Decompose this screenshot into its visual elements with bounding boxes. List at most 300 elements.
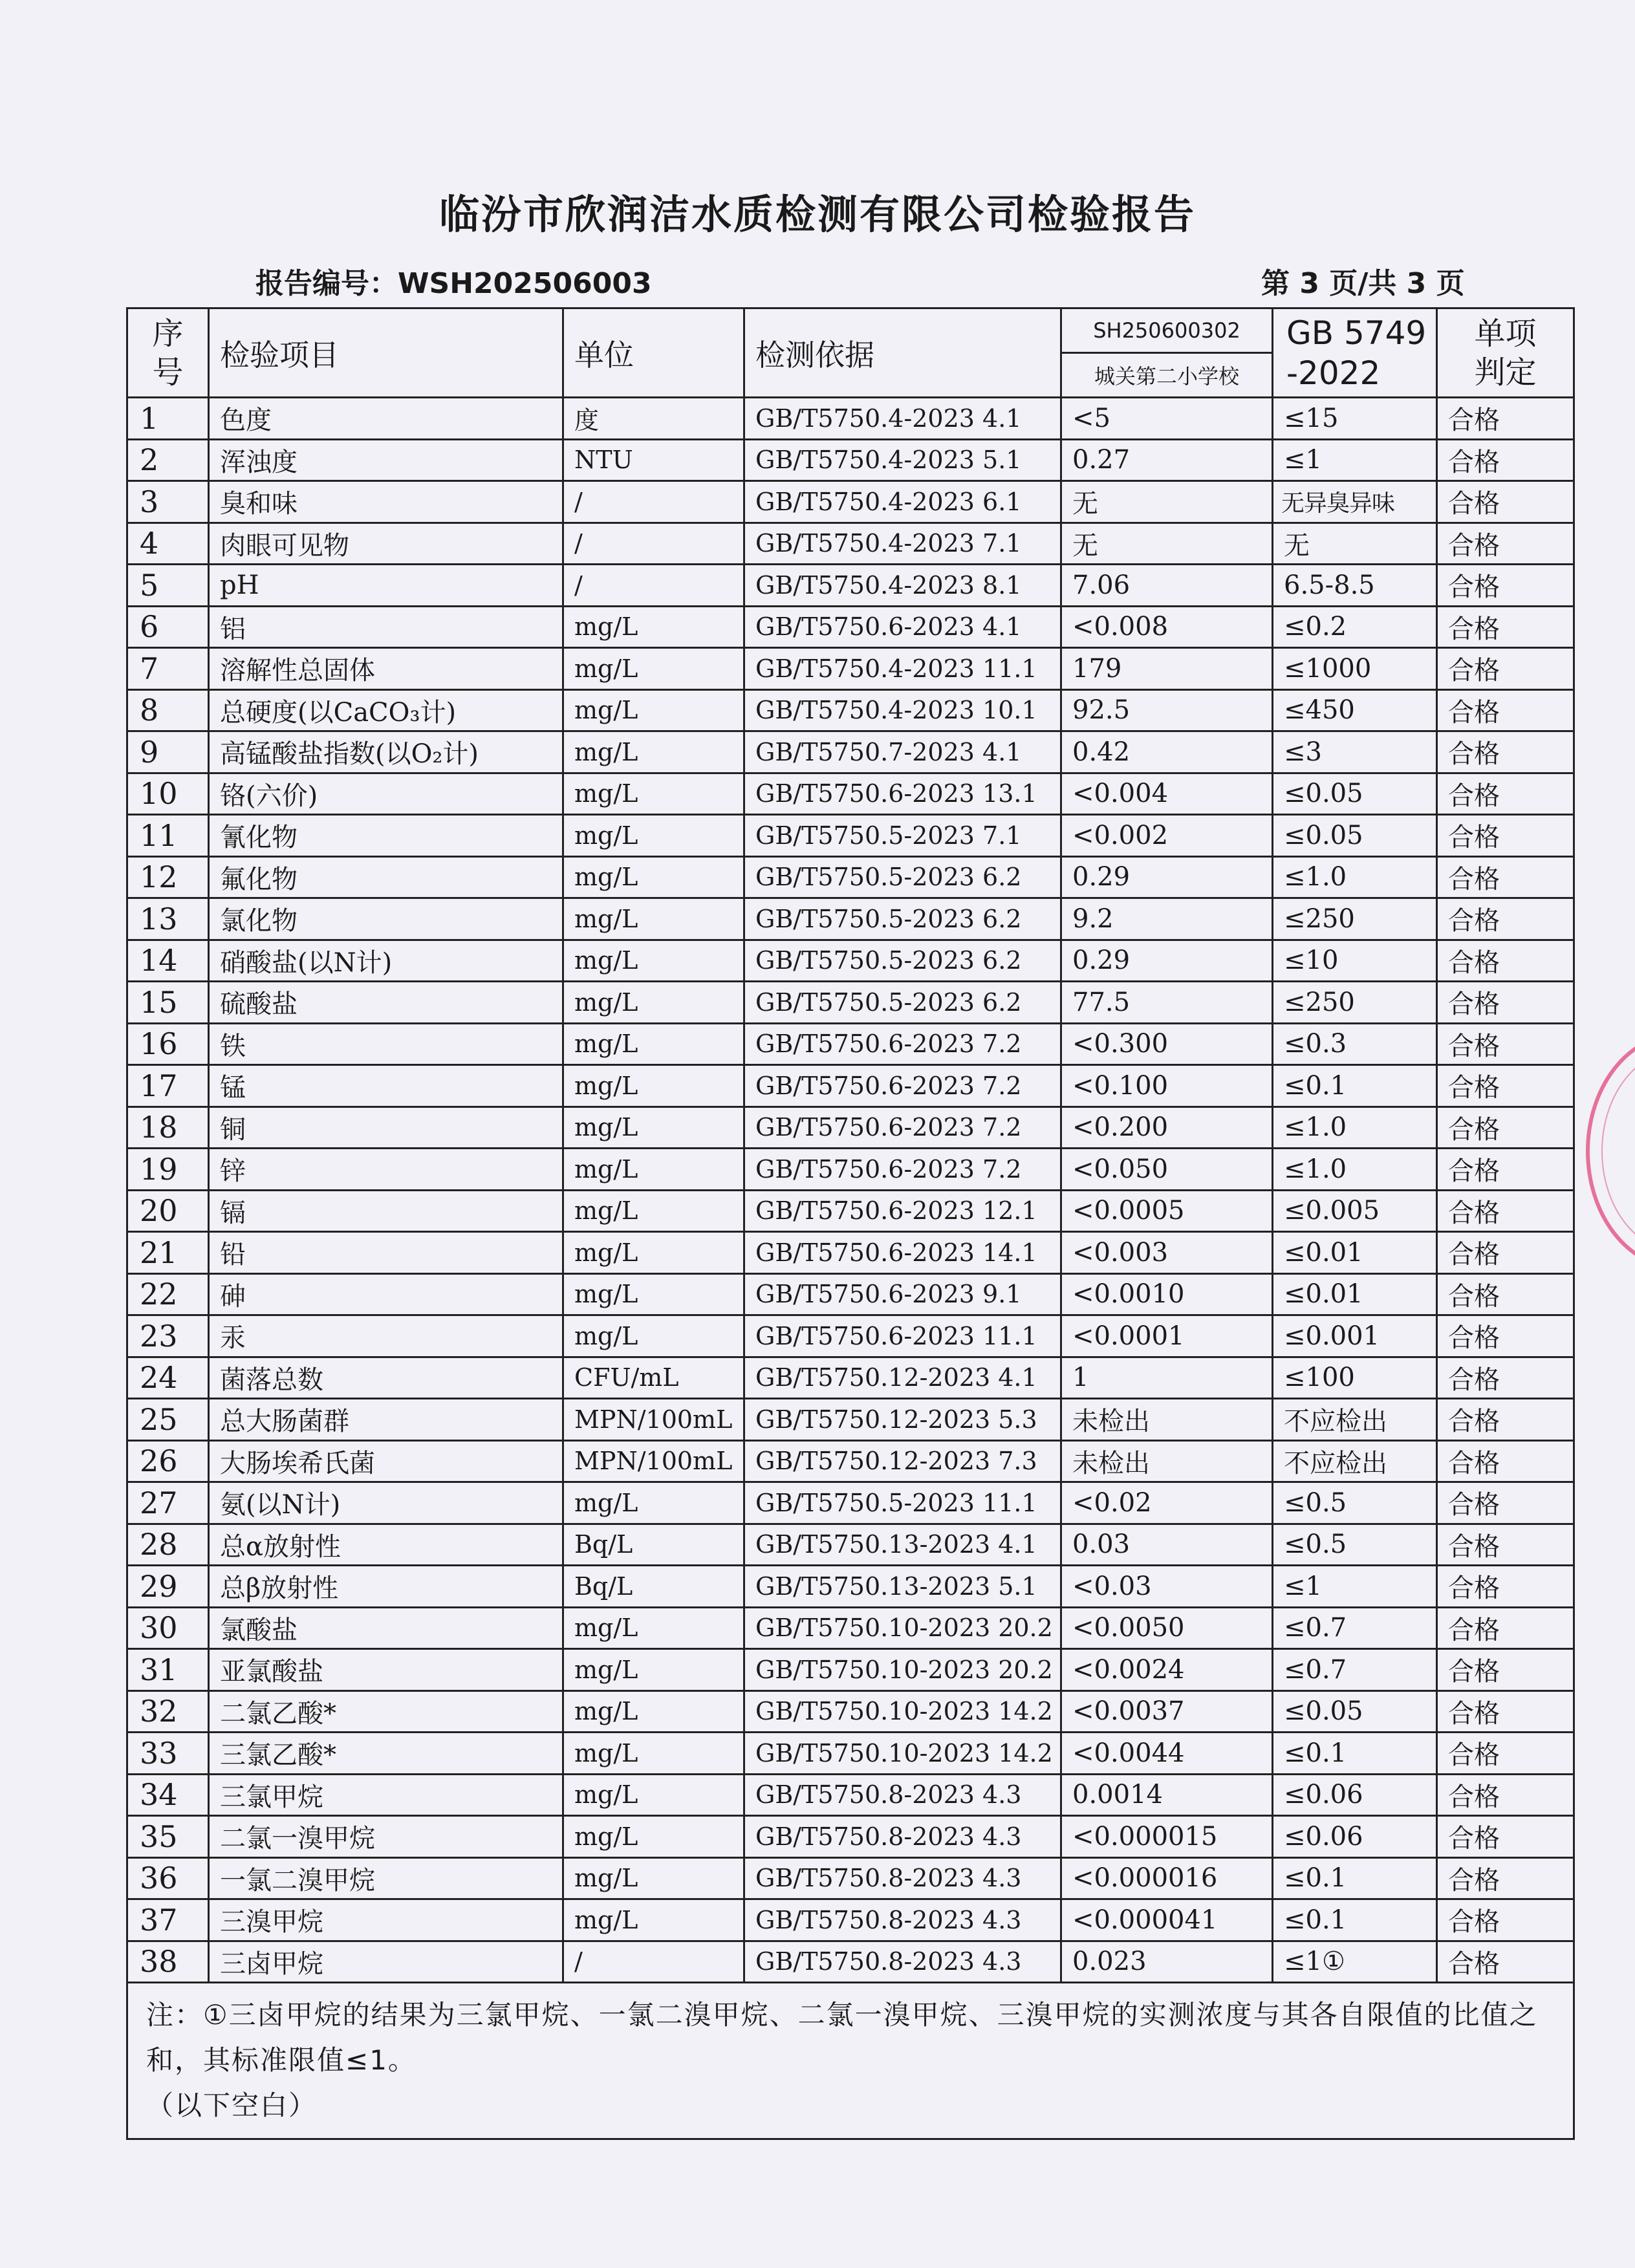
judgement-cell: 合格 (1437, 1232, 1574, 1274)
item-cell: 三溴甲烷 (209, 1899, 563, 1941)
table-row (127, 481, 1574, 523)
item-cell: 大肠埃希氏菌 (209, 1440, 563, 1482)
result-cell: <5 (1061, 398, 1273, 440)
unit-cell: mg/L (563, 648, 744, 690)
result-cell: <0.000041 (1061, 1899, 1273, 1941)
table-row (127, 1023, 1574, 1065)
judgement-cell: 合格 (1437, 1524, 1574, 1566)
unit-cell: / (563, 523, 744, 565)
serial-no-cell: 20 (127, 1190, 209, 1232)
table-row (127, 1357, 1574, 1399)
judgement-cell: 合格 (1437, 1107, 1574, 1149)
serial-no-cell: 13 (127, 898, 209, 940)
item-cell: 二氯一溴甲烷 (209, 1816, 563, 1858)
judgement-cell: 合格 (1437, 1023, 1574, 1065)
table-header-row (127, 308, 1574, 353)
note-cell (127, 1983, 1574, 2139)
unit-cell: mg/L (563, 1607, 744, 1649)
limit-cell: ≤1.0 (1273, 1107, 1437, 1149)
result-cell: 0.27 (1061, 439, 1273, 481)
header-sample-id: SH250600302 (1061, 308, 1273, 353)
judgement-cell: 合格 (1437, 1857, 1574, 1899)
item-cell: 氟化物 (209, 856, 563, 898)
result-cell: <0.004 (1061, 773, 1273, 815)
basis-cell: GB/T5750.6-2023 12.1 (744, 1190, 1061, 1232)
table-row (127, 1190, 1574, 1232)
table-row (127, 1649, 1574, 1691)
basis-cell: GB/T5750.4-2023 10.1 (744, 689, 1061, 731)
basis-cell: GB/T5750.10-2023 20.2 (744, 1649, 1061, 1691)
result-cell: 无 (1061, 481, 1273, 523)
item-cell: 铬(六价) (209, 773, 563, 815)
table-row (127, 1315, 1574, 1357)
limit-cell: 不应检出 (1273, 1440, 1437, 1482)
header-basis: 检测依据 (744, 308, 1061, 398)
result-cell: 7.06 (1061, 565, 1273, 607)
table-row (127, 398, 1574, 440)
serial-no-cell: 14 (127, 940, 209, 982)
item-cell: 铝 (209, 606, 563, 648)
result-cell: <0.003 (1061, 1232, 1273, 1274)
unit-cell: / (563, 481, 744, 523)
result-cell: 未检出 (1061, 1399, 1273, 1441)
unit-cell: NTU (563, 439, 744, 481)
limit-cell: ≤0.001 (1273, 1315, 1437, 1357)
report-title: 临汾市欣润洁水质检测有限公司检验报告 (439, 191, 1196, 238)
note-text: 注：①三卤甲烷的结果为三氯甲烷、一氯二溴甲烷、二氯一溴甲烷、三溴甲烷的实测浓度与其各自限值的比值之和，其标准限值≤1。 (146, 1999, 1538, 2076)
table-row (127, 1816, 1574, 1858)
unit-cell: mg/L (563, 1733, 744, 1775)
basis-cell: GB/T5750.13-2023 5.1 (744, 1566, 1061, 1608)
basis-cell: GB/T5750.6-2023 7.2 (744, 1065, 1061, 1107)
serial-no-cell: 11 (127, 815, 209, 857)
table-row (127, 1149, 1574, 1191)
basis-cell: GB/T5750.5-2023 11.1 (744, 1482, 1061, 1524)
item-cell: 亚氯酸盐 (209, 1649, 563, 1691)
limit-cell: ≤1000 (1273, 648, 1437, 690)
basis-cell: GB/T5750.6-2023 9.1 (744, 1273, 1061, 1315)
unit-cell: CFU/mL (563, 1357, 744, 1399)
result-cell: <0.0044 (1061, 1733, 1273, 1775)
serial-no-cell: 21 (127, 1232, 209, 1274)
unit-cell: mg/L (563, 1816, 744, 1858)
item-cell: 氰化物 (209, 815, 563, 857)
limit-cell: ≤0.1 (1273, 1857, 1437, 1899)
basis-cell: GB/T5750.4-2023 7.1 (744, 523, 1061, 565)
judgement-cell: 合格 (1437, 1315, 1574, 1357)
table-row (127, 565, 1574, 607)
judgement-cell: 合格 (1437, 1607, 1574, 1649)
basis-cell: GB/T5750.13-2023 4.1 (744, 1524, 1061, 1566)
basis-cell: GB/T5750.8-2023 4.3 (744, 1816, 1061, 1858)
unit-cell: 度 (563, 398, 744, 440)
item-cell: 氨(以N计) (209, 1482, 563, 1524)
item-cell: 镉 (209, 1190, 563, 1232)
result-cell: 0.03 (1061, 1524, 1273, 1566)
table-row (127, 1440, 1574, 1482)
table-row (127, 1857, 1574, 1899)
unit-cell: mg/L (563, 689, 744, 731)
limit-cell: ≤250 (1273, 982, 1437, 1024)
limit-cell: ≤0.05 (1273, 815, 1437, 857)
unit-cell: mg/L (563, 856, 744, 898)
item-cell: 总α放射性 (209, 1524, 563, 1566)
item-cell: 溶解性总固体 (209, 648, 563, 690)
result-cell: <0.200 (1061, 1107, 1273, 1149)
item-cell: 总大肠菌群 (209, 1399, 563, 1441)
item-cell: 三氯乙酸* (209, 1733, 563, 1775)
serial-no-cell: 34 (127, 1774, 209, 1816)
table-row (127, 1065, 1574, 1107)
item-cell: 铁 (209, 1023, 563, 1065)
results-table (126, 307, 1575, 2140)
limit-cell: ≤0.1 (1273, 1733, 1437, 1775)
judgement-cell: 合格 (1437, 856, 1574, 898)
unit-cell: / (563, 1941, 744, 1983)
basis-cell: GB/T5750.4-2023 8.1 (744, 565, 1061, 607)
result-cell: <0.050 (1061, 1149, 1273, 1191)
judgement-cell: 合格 (1437, 1774, 1574, 1816)
basis-cell: GB/T5750.10-2023 20.2 (744, 1607, 1061, 1649)
table-row (127, 1566, 1574, 1608)
limit-cell: ≤0.1 (1273, 1899, 1437, 1941)
table-row (127, 1941, 1574, 1983)
result-cell: <0.0010 (1061, 1273, 1273, 1315)
result-cell: 77.5 (1061, 982, 1273, 1024)
limit-cell: ≤1① (1273, 1941, 1437, 1983)
basis-cell: GB/T5750.12-2023 7.3 (744, 1440, 1061, 1482)
table-row (127, 1899, 1574, 1941)
unit-cell: mg/L (563, 731, 744, 773)
serial-no-cell: 1 (127, 398, 209, 440)
unit-cell: mg/L (563, 1065, 744, 1107)
header-standard: GB 5749 -2022 (1273, 308, 1437, 398)
limit-cell: ≤0.3 (1273, 1023, 1437, 1065)
table-row (127, 898, 1574, 940)
judgement-cell: 合格 (1437, 1941, 1574, 1983)
basis-cell: GB/T5750.6-2023 7.2 (744, 1023, 1061, 1065)
result-cell: <0.0024 (1061, 1649, 1273, 1691)
item-cell: 菌落总数 (209, 1357, 563, 1399)
item-cell: 臭和味 (209, 481, 563, 523)
serial-no-cell: 38 (127, 1941, 209, 1983)
result-cell: <0.300 (1061, 1023, 1273, 1065)
limit-cell: ≤0.7 (1273, 1607, 1437, 1649)
serial-no-cell: 15 (127, 982, 209, 1024)
judgement-cell: 合格 (1437, 1065, 1574, 1107)
unit-cell: mg/L (563, 1107, 744, 1149)
limit-cell: ≤0.05 (1273, 773, 1437, 815)
result-cell: <0.0037 (1061, 1690, 1273, 1733)
unit-cell: mg/L (563, 982, 744, 1024)
table-row (127, 523, 1574, 565)
header-sample-site: 城关第二小学校 (1061, 353, 1273, 398)
judgement-cell: 合格 (1437, 940, 1574, 982)
basis-cell: GB/T5750.8-2023 4.3 (744, 1899, 1061, 1941)
limit-cell: ≤100 (1273, 1357, 1437, 1399)
table-row (127, 1273, 1574, 1315)
judgement-cell: 合格 (1437, 1733, 1574, 1775)
basis-cell: GB/T5750.5-2023 6.2 (744, 898, 1061, 940)
serial-no-cell: 7 (127, 648, 209, 690)
item-cell: 浑浊度 (209, 439, 563, 481)
judgement-cell: 合格 (1437, 523, 1574, 565)
table-row (127, 856, 1574, 898)
limit-cell: ≤0.06 (1273, 1774, 1437, 1816)
unit-cell: mg/L (563, 1232, 744, 1274)
serial-no-cell: 16 (127, 1023, 209, 1065)
serial-no-cell: 22 (127, 1273, 209, 1315)
item-cell: 氯酸盐 (209, 1607, 563, 1649)
result-cell: 0.29 (1061, 856, 1273, 898)
result-cell: <0.000015 (1061, 1816, 1273, 1858)
judgement-cell: 合格 (1437, 731, 1574, 773)
header-item: 检验项目 (209, 308, 563, 398)
report-number: 报告编号：WSH202506003 (255, 267, 652, 300)
result-cell: <0.0050 (1061, 1607, 1273, 1649)
unit-cell: mg/L (563, 1315, 744, 1357)
serial-no-cell: 37 (127, 1899, 209, 1941)
table-row (127, 815, 1574, 857)
serial-no-cell: 9 (127, 731, 209, 773)
result-cell: 0.29 (1061, 940, 1273, 982)
item-cell: 一氯二溴甲烷 (209, 1857, 563, 1899)
judgement-cell: 合格 (1437, 1566, 1574, 1608)
limit-cell: ≤250 (1273, 898, 1437, 940)
basis-cell: GB/T5750.4-2023 5.1 (744, 439, 1061, 481)
basis-cell: GB/T5750.5-2023 6.2 (744, 940, 1061, 982)
blank-below-text: （以下空白） (146, 2090, 318, 2121)
serial-no-cell: 30 (127, 1607, 209, 1649)
serial-no-cell: 27 (127, 1482, 209, 1524)
item-cell: 铅 (209, 1232, 563, 1274)
basis-cell: GB/T5750.6-2023 7.2 (744, 1149, 1061, 1191)
limit-cell: ≤0.005 (1273, 1190, 1437, 1232)
unit-cell: mg/L (563, 898, 744, 940)
header-judgement: 单项 判定 (1437, 308, 1574, 398)
limit-cell: 不应检出 (1273, 1399, 1437, 1441)
serial-no-cell: 6 (127, 606, 209, 648)
table-row (127, 940, 1574, 982)
serial-no-cell: 36 (127, 1857, 209, 1899)
table-row (127, 1733, 1574, 1775)
item-cell: 硝酸盐(以N计) (209, 940, 563, 982)
result-cell: 未检出 (1061, 1440, 1273, 1482)
serial-no-cell: 28 (127, 1524, 209, 1566)
unit-cell: mg/L (563, 1190, 744, 1232)
judgement-cell: 合格 (1437, 689, 1574, 731)
item-cell: 色度 (209, 398, 563, 440)
item-cell: pH (209, 565, 563, 607)
header-unit: 单位 (563, 308, 744, 398)
basis-cell: GB/T5750.8-2023 4.3 (744, 1774, 1061, 1816)
serial-no-cell: 12 (127, 856, 209, 898)
result-cell: <0.100 (1061, 1065, 1273, 1107)
item-cell: 汞 (209, 1315, 563, 1357)
judgement-cell: 合格 (1437, 982, 1574, 1024)
limit-cell: ≤0.1 (1273, 1065, 1437, 1107)
unit-cell: mg/L (563, 1149, 744, 1191)
serial-no-cell: 5 (127, 565, 209, 607)
table-row (127, 439, 1574, 481)
serial-no-cell: 25 (127, 1399, 209, 1441)
serial-no-cell: 17 (127, 1065, 209, 1107)
table-row (127, 1232, 1574, 1274)
limit-cell: ≤0.5 (1273, 1482, 1437, 1524)
serial-no-cell: 18 (127, 1107, 209, 1149)
result-cell: <0.000016 (1061, 1857, 1273, 1899)
basis-cell: GB/T5750.8-2023 4.3 (744, 1857, 1061, 1899)
result-cell: 179 (1061, 648, 1273, 690)
limit-cell: ≤450 (1273, 689, 1437, 731)
unit-cell: MPN/100mL (563, 1399, 744, 1441)
judgement-cell: 合格 (1437, 1899, 1574, 1941)
serial-no-cell: 10 (127, 773, 209, 815)
judgement-cell: 合格 (1437, 1690, 1574, 1733)
item-cell: 硫酸盐 (209, 982, 563, 1024)
result-cell: <0.03 (1061, 1566, 1273, 1608)
basis-cell: GB/T5750.5-2023 7.1 (744, 815, 1061, 857)
unit-cell: mg/L (563, 1023, 744, 1065)
result-cell: 无 (1061, 523, 1273, 565)
result-cell: <0.02 (1061, 1482, 1273, 1524)
basis-cell: GB/T5750.12-2023 5.3 (744, 1399, 1061, 1441)
unit-cell: MPN/100mL (563, 1440, 744, 1482)
basis-cell: GB/T5750.5-2023 6.2 (744, 982, 1061, 1024)
table-row (127, 606, 1574, 648)
judgement-cell: 合格 (1437, 439, 1574, 481)
unit-cell: mg/L (563, 606, 744, 648)
unit-cell: Bq/L (563, 1524, 744, 1566)
serial-no-cell: 26 (127, 1440, 209, 1482)
unit-cell: mg/L (563, 1899, 744, 1941)
item-cell: 高锰酸盐指数(以O₂计) (209, 731, 563, 773)
judgement-cell: 合格 (1437, 815, 1574, 857)
basis-cell: GB/T5750.8-2023 4.3 (744, 1941, 1061, 1983)
result-cell: 0.0014 (1061, 1774, 1273, 1816)
table-row (127, 1607, 1574, 1649)
result-cell: <0.002 (1061, 815, 1273, 857)
judgement-cell: 合格 (1437, 398, 1574, 440)
item-cell: 三卤甲烷 (209, 1941, 563, 1983)
item-cell: 锌 (209, 1149, 563, 1191)
unit-cell: mg/L (563, 1690, 744, 1733)
judgement-cell: 合格 (1437, 773, 1574, 815)
table-row (127, 982, 1574, 1024)
limit-cell: ≤0.01 (1273, 1273, 1437, 1315)
item-cell: 肉眼可见物 (209, 523, 563, 565)
judgement-cell: 合格 (1437, 1440, 1574, 1482)
limit-cell: ≤0.2 (1273, 606, 1437, 648)
limit-cell: 6.5-8.5 (1273, 565, 1437, 607)
unit-cell: / (563, 565, 744, 607)
result-cell: <0.0001 (1061, 1315, 1273, 1357)
basis-cell: GB/T5750.5-2023 6.2 (744, 856, 1061, 898)
limit-cell: ≤10 (1273, 940, 1437, 982)
table-row (127, 1690, 1574, 1733)
result-cell: 9.2 (1061, 898, 1273, 940)
basis-cell: GB/T5750.6-2023 7.2 (744, 1107, 1061, 1149)
limit-cell: ≤1.0 (1273, 856, 1437, 898)
unit-cell: mg/L (563, 1482, 744, 1524)
basis-cell: GB/T5750.10-2023 14.2 (744, 1733, 1061, 1775)
item-cell: 铜 (209, 1107, 563, 1149)
table-row (127, 1399, 1574, 1441)
unit-cell: mg/L (563, 1273, 744, 1315)
judgement-cell: 合格 (1437, 1816, 1574, 1858)
serial-no-cell: 23 (127, 1315, 209, 1357)
judgement-cell: 合格 (1437, 1273, 1574, 1315)
serial-no-cell: 35 (127, 1816, 209, 1858)
limit-cell: ≤0.01 (1273, 1232, 1437, 1274)
unit-cell: mg/L (563, 940, 744, 982)
basis-cell: GB/T5750.4-2023 4.1 (744, 398, 1061, 440)
seal-stamp (1581, 1035, 1635, 1268)
table-row (127, 689, 1574, 731)
serial-no-cell: 29 (127, 1566, 209, 1608)
serial-no-cell: 32 (127, 1690, 209, 1733)
item-cell: 总β放射性 (209, 1566, 563, 1608)
unit-cell: mg/L (563, 773, 744, 815)
limit-cell: ≤1 (1273, 439, 1437, 481)
limit-cell: ≤1 (1273, 1566, 1437, 1608)
item-cell: 二氯乙酸* (209, 1690, 563, 1733)
item-cell: 氯化物 (209, 898, 563, 940)
result-cell: <0.0005 (1061, 1190, 1273, 1232)
serial-no-cell: 2 (127, 439, 209, 481)
unit-cell: mg/L (563, 1649, 744, 1691)
judgement-cell: 合格 (1437, 1357, 1574, 1399)
serial-no-cell: 8 (127, 689, 209, 731)
basis-cell: GB/T5750.12-2023 4.1 (744, 1357, 1061, 1399)
table-row (127, 773, 1574, 815)
item-cell: 锰 (209, 1065, 563, 1107)
result-cell: 92.5 (1061, 689, 1273, 731)
item-cell: 砷 (209, 1273, 563, 1315)
result-cell: 0.42 (1061, 731, 1273, 773)
basis-cell: GB/T5750.4-2023 11.1 (744, 648, 1061, 690)
limit-cell: ≤3 (1273, 731, 1437, 773)
basis-cell: GB/T5750.7-2023 4.1 (744, 731, 1061, 773)
result-cell: 1 (1061, 1357, 1273, 1399)
basis-cell: GB/T5750.10-2023 14.2 (744, 1690, 1061, 1733)
result-cell: <0.008 (1061, 606, 1273, 648)
judgement-cell: 合格 (1437, 1399, 1574, 1441)
page-indicator: 第 3 页/共 3 页 (1261, 267, 1465, 300)
judgement-cell: 合格 (1437, 565, 1574, 607)
unit-cell: mg/L (563, 815, 744, 857)
unit-cell: mg/L (563, 1774, 744, 1816)
result-cell: 0.023 (1061, 1941, 1273, 1983)
judgement-cell: 合格 (1437, 606, 1574, 648)
note-row (127, 1983, 1574, 2139)
basis-cell: GB/T5750.6-2023 13.1 (744, 773, 1061, 815)
table-row (127, 1774, 1574, 1816)
judgement-cell: 合格 (1437, 1482, 1574, 1524)
limit-cell: ≤0.05 (1273, 1690, 1437, 1733)
limit-cell: ≤15 (1273, 398, 1437, 440)
judgement-cell: 合格 (1437, 898, 1574, 940)
judgement-cell: 合格 (1437, 481, 1574, 523)
judgement-cell: 合格 (1437, 1649, 1574, 1691)
serial-no-cell: 4 (127, 523, 209, 565)
limit-cell: 无异臭异味 (1273, 481, 1437, 523)
table-row (127, 648, 1574, 690)
limit-cell: ≤0.5 (1273, 1524, 1437, 1566)
table-row (127, 1107, 1574, 1149)
limit-cell: ≤1.0 (1273, 1149, 1437, 1191)
table-row (127, 731, 1574, 773)
